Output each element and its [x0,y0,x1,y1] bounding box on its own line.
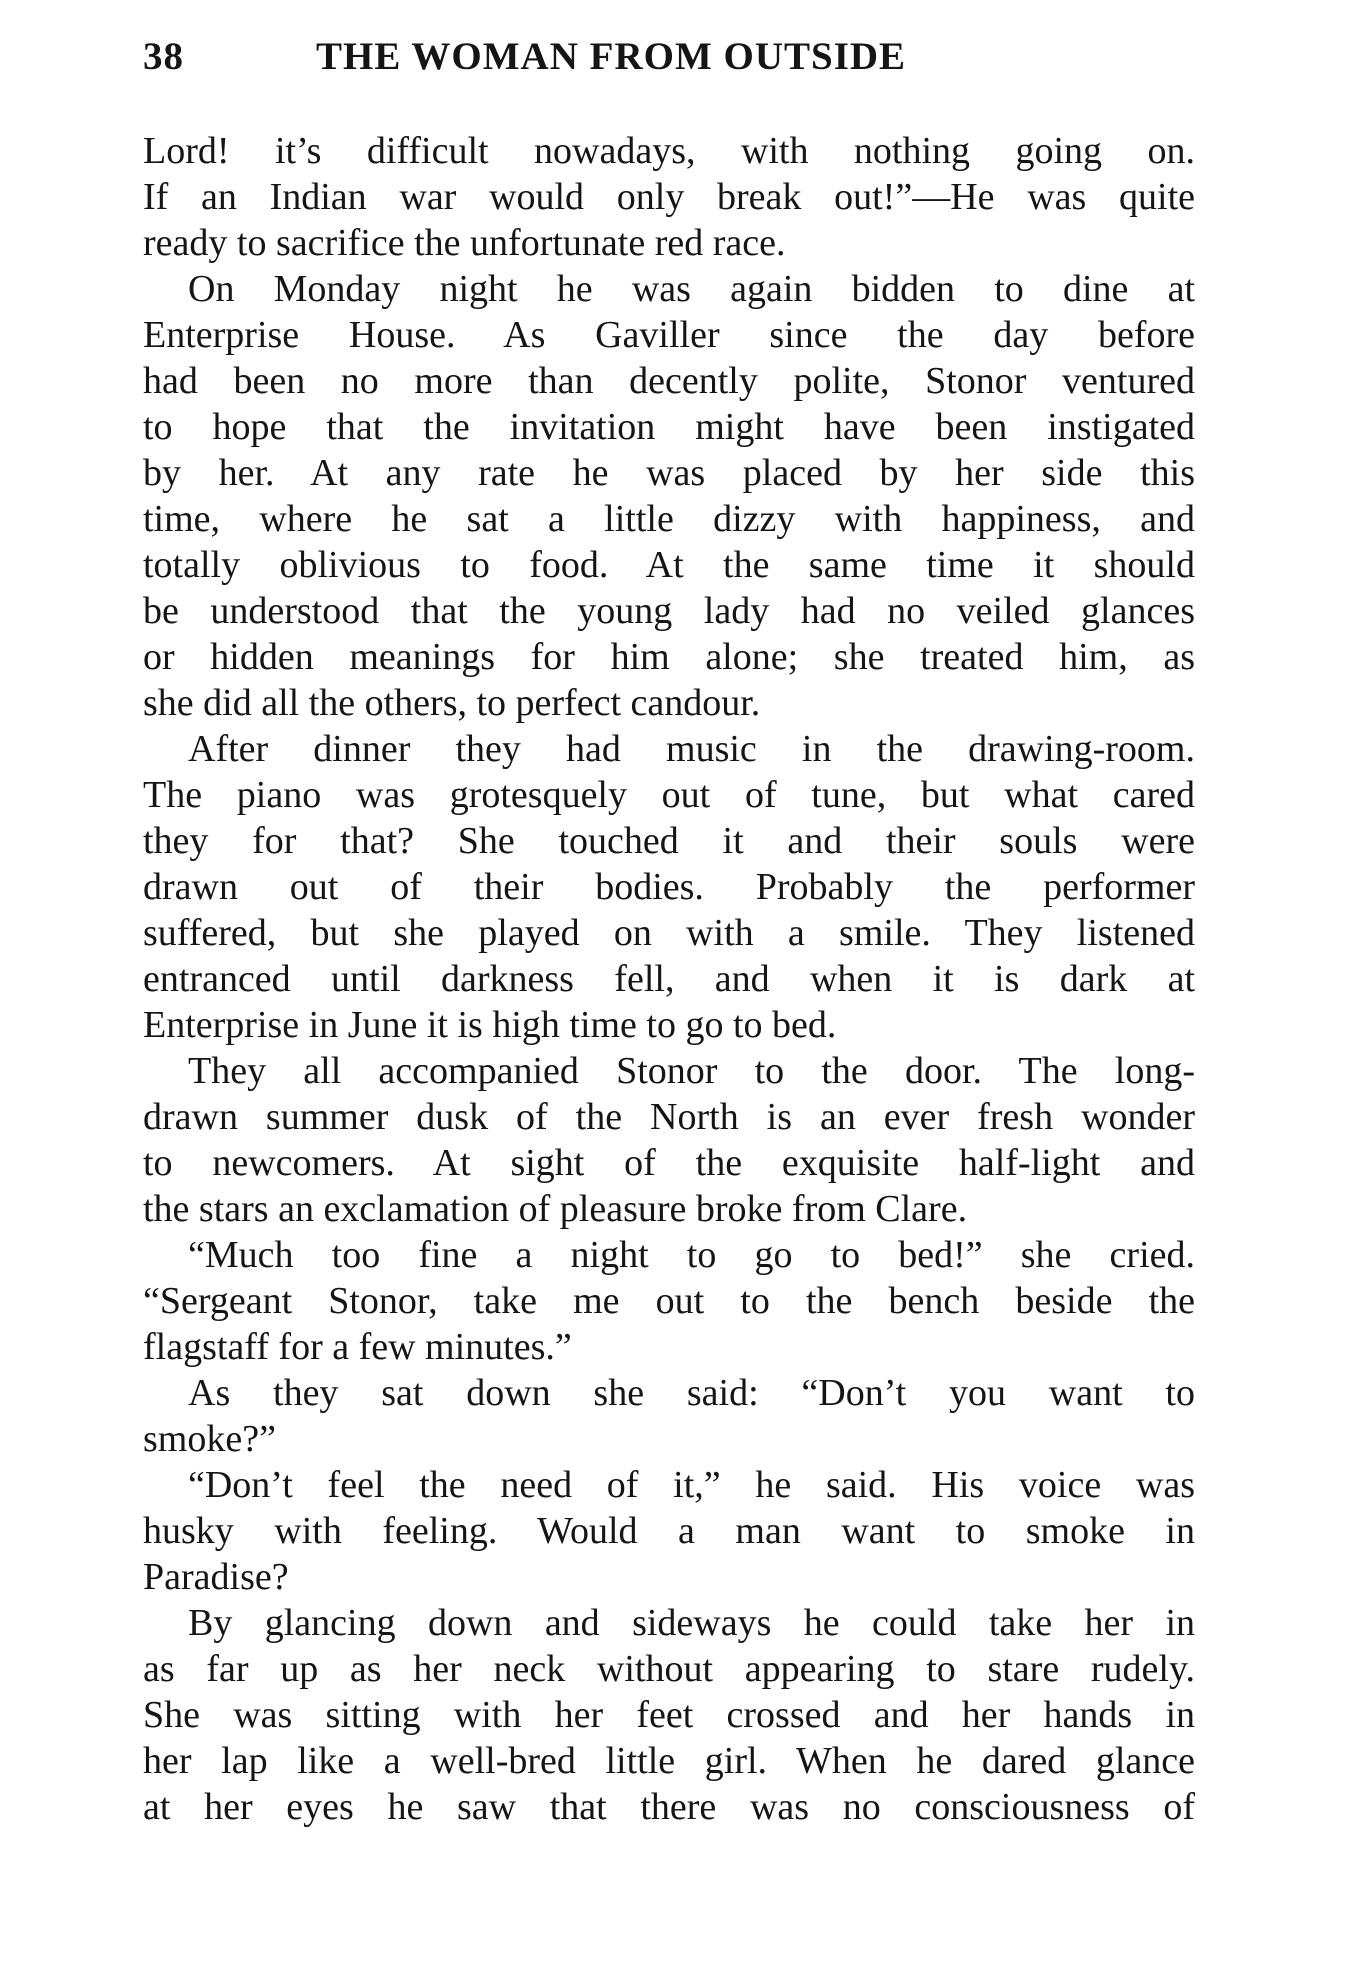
text-line: flagstaff for a few minutes.” [143,1326,572,1368]
text-line: If an Indian war would only break out!”—He was quite [143,176,1195,218]
text-line: Lord! it’s difficult nowadays, with nothing going on. [143,130,1195,172]
page-number: 38 [143,35,184,78]
text-line: they for that? She touched it and their souls were [143,820,1195,862]
text-line: “Sergeant Stonor, take me out to the bench beside the [143,1280,1195,1322]
text-line: entranced until darkness fell, and when it is dark at [143,958,1195,1000]
text-line: Enterprise in June it is high time to go to bed. [143,1004,837,1046]
text-line: to newcomers. At sight of the exquisite half-light and [143,1142,1195,1184]
text-line: her lap like a well-bred little girl. When he dared glance [143,1740,1195,1782]
text-line: had been no more than decently polite, Stonor ventured [143,360,1195,402]
text-line: at her eyes he saw that there was no consciousness of [143,1786,1195,1828]
text-line: By glancing down and sideways he could take her in [188,1602,1195,1644]
text-line: After dinner they had music in the drawing-room. [188,728,1195,770]
text-line: to hope that the invitation might have been instigated [143,406,1195,448]
text-line: drawn out of their bodies. Probably the performer [143,866,1195,908]
text-line: On Monday night he was again bidden to dine at [188,268,1195,310]
text-line: suffered, but she played on with a smile. They listened [143,912,1195,954]
text-line: “Much too fine a night to go to bed!” she cried. [188,1234,1195,1276]
text-line: drawn summer dusk of the North is an ever fresh wonder [143,1096,1195,1138]
page-header [143,34,1203,90]
text-line: by her. At any rate he was placed by her side this [143,452,1195,494]
text-line: or hidden meanings for him alone; she treated him, as [143,636,1195,678]
text-line: husky with feeling. Would a man want to smoke in [143,1510,1195,1552]
text-line: She was sitting with her feet crossed and her hands in [143,1694,1195,1736]
text-line: “Don’t feel the need of it,” he said. His voice was [188,1464,1195,1506]
body-text [143,128,1195,1830]
text-line: ready to sacrifice the unfortunate red race. [143,222,786,264]
text-line: Paradise? [143,1556,289,1598]
text-line: be understood that the young lady had no veiled glances [143,590,1195,632]
text-line: time, where he sat a little dizzy with happiness, and [143,498,1195,540]
text-line: as far up as her neck without appearing to stare rudely. [143,1648,1195,1690]
running-head: THE WOMAN FROM OUTSIDE [316,35,907,78]
text-line: the stars an exclamation of pleasure broke from Clare. [143,1188,968,1230]
text-line: As they sat down she said: “Don’t you want to [188,1372,1195,1414]
text-line: she did all the others, to perfect candour. [143,682,761,724]
text-line: totally oblivious to food. At the same time it should [143,544,1195,586]
text-line: Enterprise House. As Gaviller since the day before [143,314,1195,356]
text-line: The piano was grotesquely out of tune, but what cared [143,774,1195,816]
text-line: smoke?” [143,1418,276,1460]
text-line: They all accompanied Stonor to the door. The long- [188,1050,1195,1092]
